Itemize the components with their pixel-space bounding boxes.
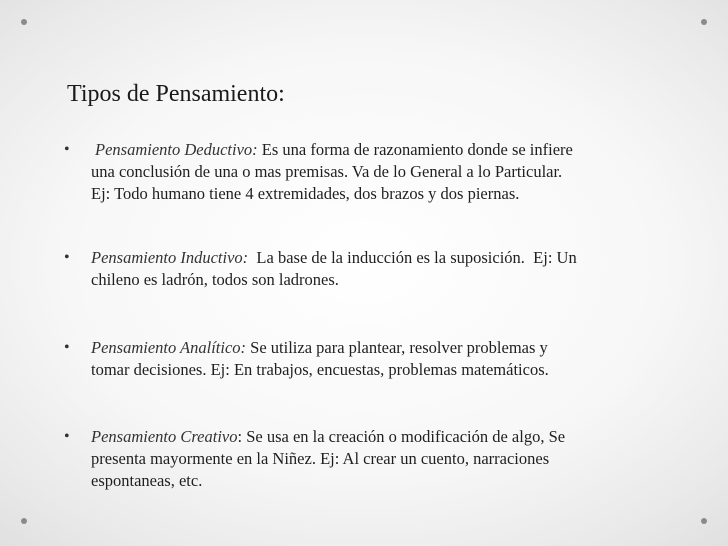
corner-dot-bottom-left <box>21 518 27 524</box>
text-line: Ej: Todo humano tiene 4 extremidades, dos brazos y dos piernas. <box>91 184 520 203</box>
bullet-dot: • <box>64 339 70 356</box>
bullet-dot: • <box>64 428 70 445</box>
text-line: presenta mayormente en la Niñez. Ej: Al crear un cuento, narraciones <box>91 449 550 468</box>
text-line: Se utiliza para plantear, resolver problemas y <box>246 338 548 357</box>
slide-title: Tipos de Pensamiento: <box>67 81 285 107</box>
term-label: Pensamiento Analítico: <box>91 338 247 357</box>
text-line: : Se usa en la creación o modificación de algo, Se <box>237 427 566 446</box>
corner-dot-bottom-right <box>701 518 707 524</box>
corner-dot-top-right <box>701 19 707 25</box>
text-line: espontaneas, etc. <box>91 471 203 490</box>
bullet-text <box>95 139 675 161</box>
corner-dot-top-left <box>21 19 27 25</box>
text-line: La base de la inducción es la suposición. Ej: Un <box>248 248 577 267</box>
term-label: Pensamiento Inductivo: <box>91 248 249 267</box>
bullet-text <box>91 337 671 359</box>
text-line: tomar decisiones. Ej: En trabajos, encuestas, problemas matemáticos. <box>91 360 549 379</box>
text-line: chileno es ladrón, todos son ladrones. <box>91 270 339 289</box>
term-label: Pensamiento Creativo <box>91 427 238 446</box>
text-line: una conclusión de una o mas premisas. Va de lo General a lo Particular. <box>91 162 563 181</box>
term-label: Pensamiento Deductivo: <box>95 140 258 159</box>
bullet-dot: • <box>64 249 70 266</box>
bullet-dot: • <box>64 141 70 158</box>
bullet-text <box>91 426 671 448</box>
bullet-text <box>91 247 671 269</box>
text-line: Es una forma de razonamiento donde se infiere <box>257 140 573 159</box>
